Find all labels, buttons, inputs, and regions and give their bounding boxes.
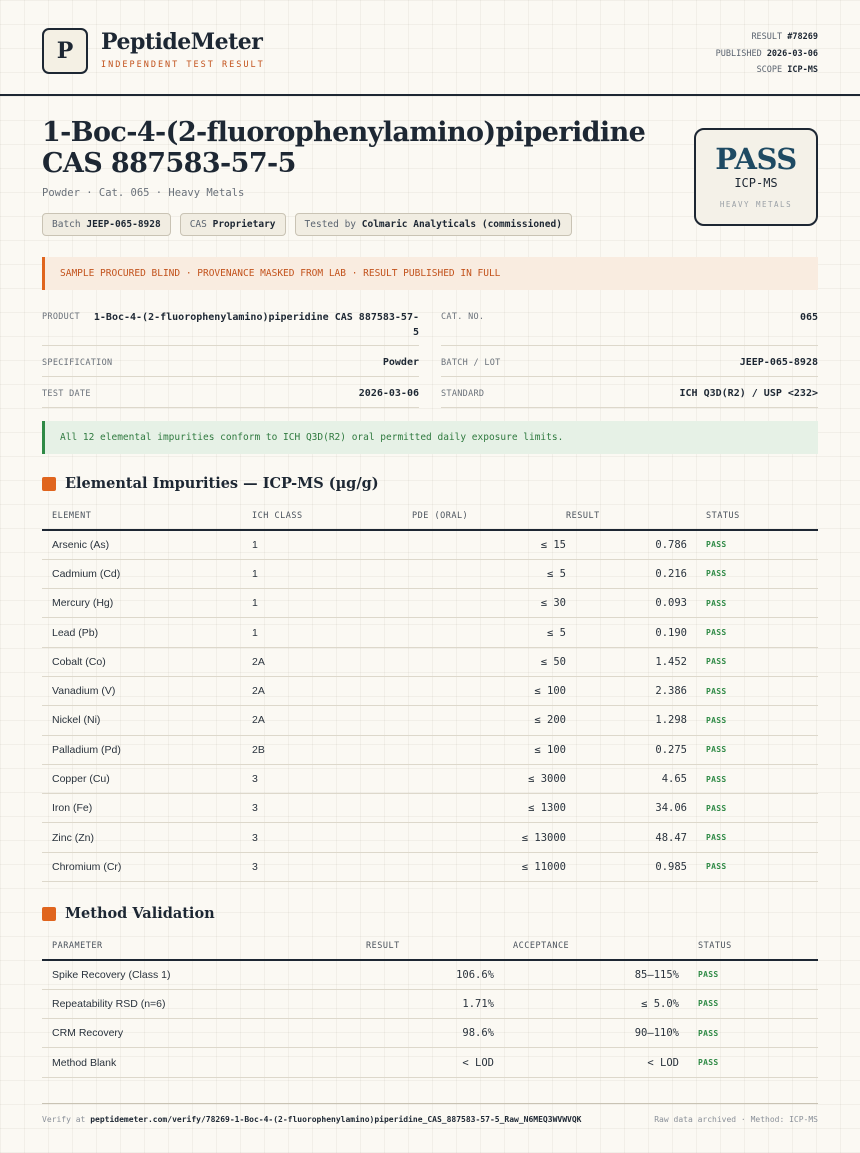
detail-spec — [42, 346, 419, 377]
col-acceptance: ACCEPTANCE — [494, 933, 679, 960]
ich-class: 1 — [252, 589, 412, 618]
table-row — [42, 589, 818, 618]
detail-label: PRODUCT — [42, 312, 80, 322]
status-badge: PASS — [687, 794, 818, 823]
section-title: Elemental Impurities — ICP-MS (µg/g) — [65, 475, 379, 492]
table-header-row — [42, 503, 818, 530]
result-value: 0.275 — [566, 735, 687, 764]
detail-value: 2026-03-06 — [358, 388, 419, 399]
status-badge: PASS — [687, 589, 818, 618]
detail-value: Powder — [382, 357, 419, 368]
status-badge: PASS — [687, 676, 818, 705]
ich-class: 1 — [252, 530, 412, 559]
verdict-stamp — [694, 128, 818, 226]
batch-chip: Batch JEEP-065-8928 — [42, 213, 171, 236]
acceptance-criteria: ≤ 5.0% — [494, 989, 679, 1018]
acceptance-criteria: < LOD — [494, 1048, 679, 1077]
status-badge: PASS — [687, 823, 818, 852]
pde-limit: ≤ 1300 — [412, 794, 566, 823]
element-name: Lead (Pb) — [42, 618, 252, 647]
pde-limit: ≤ 3000 — [412, 764, 566, 793]
result-value: 1.452 — [566, 647, 687, 676]
col-ich-class: ICH CLASS — [252, 503, 412, 530]
detail-label: TEST DATE — [42, 389, 91, 399]
validation-heading — [42, 905, 215, 922]
ich-class: 2B — [252, 735, 412, 764]
ich-class: 2A — [252, 676, 412, 705]
pde-limit: ≤ 100 — [412, 735, 566, 764]
table-row — [42, 530, 818, 559]
pde-limit: ≤ 11000 — [412, 852, 566, 881]
archive-note: Raw data archived · Method: ICP-MS — [654, 1115, 818, 1124]
ich-class: 3 — [252, 852, 412, 881]
status-badge: PASS — [679, 989, 818, 1018]
col-result: RESULT — [566, 503, 687, 530]
result-value: 48.47 — [566, 823, 687, 852]
col-result: RESULT — [366, 933, 494, 960]
table-row — [42, 823, 818, 852]
table-row — [42, 960, 818, 989]
pde-limit: ≤ 15 — [412, 530, 566, 559]
result-value: 98.6% — [366, 1019, 494, 1048]
status-badge: PASS — [687, 852, 818, 881]
col-parameter: PARAMETER — [42, 933, 366, 960]
brand-name: PeptideMeter — [101, 29, 263, 55]
parameter-name: CRM Recovery — [42, 1019, 366, 1048]
detail-value: 065 — [799, 312, 818, 323]
validation-body — [42, 960, 818, 1077]
scope-line: SCOPE ICP-MS — [756, 65, 818, 75]
product-chips — [42, 213, 572, 236]
element-name: Arsenic (As) — [42, 530, 252, 559]
status-badge: PASS — [687, 647, 818, 676]
detail-value: ICH Q3D(R2) / USP <232> — [679, 388, 818, 399]
verify-footer — [42, 1103, 818, 1124]
verdict-word: PASS — [715, 142, 797, 176]
element-name: Chromium (Cr) — [42, 852, 252, 881]
ich-class: 3 — [252, 764, 412, 793]
verify-link[interactable]: peptidemeter.com/verify/78269-1-Boc-4-(2-fluorophenylamino)piperidine_CAS_887583-57-5_Raw_N6MEQ3WVWVQK — [90, 1115, 582, 1124]
table-row — [42, 852, 818, 881]
acceptance-criteria: 85–115% — [494, 960, 679, 989]
element-name: Cadmium (Cd) — [42, 559, 252, 588]
ich-class: 1 — [252, 618, 412, 647]
result-value: 0.786 — [566, 530, 687, 559]
detail-batch — [441, 346, 818, 377]
detail-value: JEEP-065-8928 — [739, 357, 818, 368]
status-badge: PASS — [679, 1048, 818, 1077]
result-value: < LOD — [366, 1048, 494, 1077]
detail-label: CAT. NO. — [441, 312, 485, 322]
ich-class: 3 — [252, 794, 412, 823]
result-value: 0.190 — [566, 618, 687, 647]
table-header-row — [42, 933, 818, 960]
detail-value: 1-Boc-4-(2-fluorophenylamino)piperidine CAS 887583-57-5 — [93, 312, 419, 338]
element-name: Copper (Cu) — [42, 764, 252, 793]
table-row — [42, 706, 818, 735]
section-title: Method Validation — [65, 905, 215, 922]
status-badge: PASS — [687, 530, 818, 559]
detail-label: STANDARD — [441, 389, 485, 399]
table-row — [42, 989, 818, 1018]
pde-limit: ≤ 13000 — [412, 823, 566, 852]
table-row — [42, 735, 818, 764]
pde-limit: ≤ 5 — [412, 559, 566, 588]
detail-standard — [441, 377, 818, 408]
product-subtitle: Powder · Cat. 065 · Heavy Metals — [42, 187, 245, 199]
parameter-name: Repeatability RSD (n=6) — [42, 989, 366, 1018]
status-badge: PASS — [687, 618, 818, 647]
conformity-banner: All 12 elemental impurities conform to ICH Q3D(R2) oral permitted daily exposure limits. — [42, 421, 818, 454]
validation-table — [42, 933, 818, 1078]
section-marker-icon — [42, 477, 56, 491]
verdict-method: ICP-MS — [734, 176, 778, 190]
section-marker-icon — [42, 907, 56, 921]
col-status: STATUS — [687, 503, 818, 530]
table-row — [42, 794, 818, 823]
impurities-body — [42, 530, 818, 882]
ich-class: 2A — [252, 706, 412, 735]
result-id: #78269 — [787, 32, 818, 42]
element-name: Vanadium (V) — [42, 676, 252, 705]
status-badge: PASS — [687, 735, 818, 764]
table-row — [42, 559, 818, 588]
result-value: 106.6% — [366, 960, 494, 989]
element-name: Zinc (Zn) — [42, 823, 252, 852]
report-meta — [716, 29, 818, 79]
status-badge: PASS — [687, 706, 818, 735]
status-badge: PASS — [679, 960, 818, 989]
procurement-notice: SAMPLE PROCURED BLIND · PROVENANCE MASKED FROM LAB · RESULT PUBLISHED IN FULL — [42, 257, 818, 290]
ich-class: 3 — [252, 823, 412, 852]
detail-product — [42, 300, 419, 346]
verdict-scope: HEAVY METALS — [719, 200, 793, 209]
detail-date — [42, 377, 419, 408]
result-value: 1.298 — [566, 706, 687, 735]
parameter-name: Method Blank — [42, 1048, 366, 1077]
detail-label: BATCH / LOT — [441, 358, 501, 368]
result-value: 2.386 — [566, 676, 687, 705]
result-value: 0.093 — [566, 589, 687, 618]
pde-limit: ≤ 100 — [412, 676, 566, 705]
impurities-heading — [42, 475, 379, 492]
col-status: STATUS — [679, 933, 818, 960]
impurities-table — [42, 503, 818, 882]
table-row — [42, 618, 818, 647]
pde-limit: ≤ 50 — [412, 647, 566, 676]
detail-cat — [441, 300, 818, 346]
element-name: Palladium (Pd) — [42, 735, 252, 764]
ich-class: 2A — [252, 647, 412, 676]
result-value: 4.65 — [566, 764, 687, 793]
pde-limit: ≤ 200 — [412, 706, 566, 735]
ich-class: 1 — [252, 559, 412, 588]
detail-label: SPECIFICATION — [42, 358, 113, 368]
tested-by-chip: Tested by Colmaric Analyticals (commissioned) — [295, 213, 572, 236]
table-row — [42, 676, 818, 705]
col-pde: PDE (ORAL) — [412, 503, 566, 530]
status-badge: PASS — [687, 764, 818, 793]
verify-prefix: Verify at — [42, 1115, 86, 1124]
pde-limit: ≤ 30 — [412, 589, 566, 618]
table-row — [42, 1019, 818, 1048]
brand-logo — [42, 28, 88, 74]
col-element: ELEMENT — [42, 503, 252, 530]
element-name: Nickel (Ni) — [42, 706, 252, 735]
brand-tagline: INDEPENDENT TEST RESULT — [101, 60, 265, 70]
table-row — [42, 647, 818, 676]
cas-chip: CAS Proprietary — [180, 213, 286, 236]
pde-limit: ≤ 5 — [412, 618, 566, 647]
product-title: 1-Boc-4-(2-fluorophenylamino)piperidine CAS 887583-57-5 — [42, 117, 646, 179]
parameter-name: Spike Recovery (Class 1) — [42, 960, 366, 989]
result-id-line: RESULT #78269 — [751, 32, 818, 42]
result-value: 0.985 — [566, 852, 687, 881]
status-badge: PASS — [687, 559, 818, 588]
element-name: Mercury (Hg) — [42, 589, 252, 618]
table-row — [42, 1048, 818, 1077]
logo-letter: P — [56, 38, 74, 64]
element-name: Iron (Fe) — [42, 794, 252, 823]
table-row — [42, 764, 818, 793]
status-badge: PASS — [679, 1019, 818, 1048]
published-line: PUBLISHED 2026-03-06 — [715, 48, 818, 59]
published-date: 2026-03-06 — [766, 48, 818, 59]
element-name: Cobalt (Co) — [42, 647, 252, 676]
result-value: 34.06 — [566, 794, 687, 823]
scope-value: ICP-MS — [787, 65, 818, 75]
result-value: 1.71% — [366, 989, 494, 1018]
report-header — [0, 0, 860, 96]
result-value: 0.216 — [566, 559, 687, 588]
acceptance-criteria: 90–110% — [494, 1019, 679, 1048]
